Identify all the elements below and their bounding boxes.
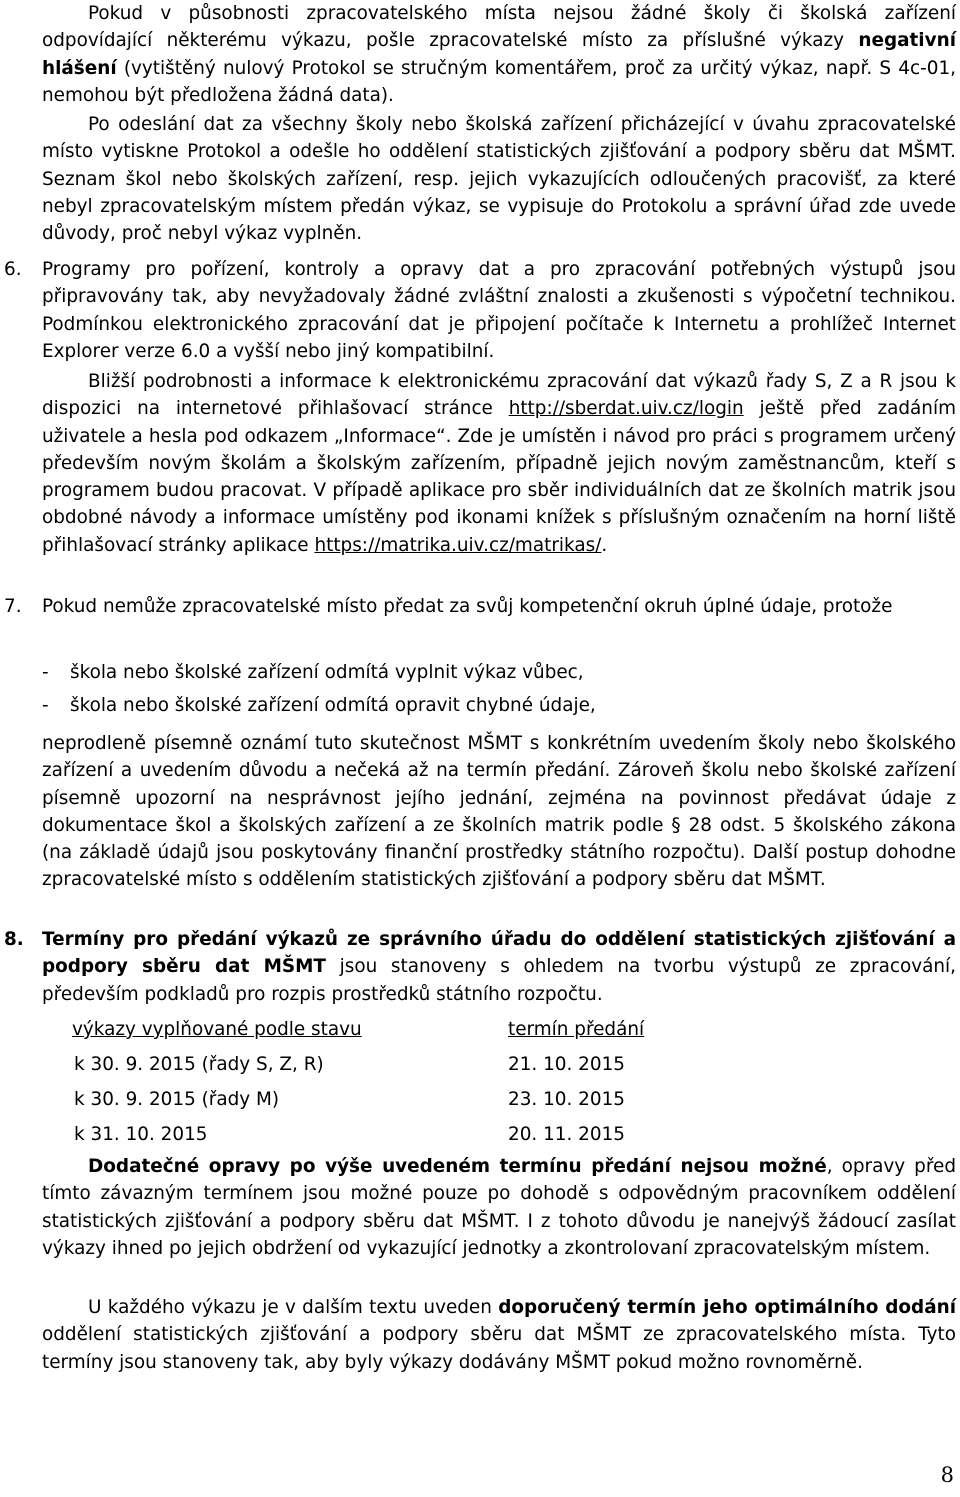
text-span: . [601,534,608,556]
dash-bullet: - [42,662,49,683]
paragraph-details [42,368,956,559]
table-cell-stav: k 30. 9. 2015 (řady M) [74,1089,280,1110]
paragraph-text: Pokud nemůže zpracovatelské místo předat za svůj kompetenční okruh úplné údaje, protože [42,596,893,617]
table-cell-stav: k 30. 9. 2015 (řady S, Z, R) [74,1054,324,1075]
table-header-termin: termín předání [508,1019,645,1040]
paragraph-notify [42,730,956,894]
table-header-stav: výkazy vyplňované podle stavu [72,1019,362,1040]
bold-corrections: Dodatečné opravy po výše uvedeném termínu předání nejsou možné [88,1156,827,1177]
dash-item-text: škola nebo školské zařízení odmítá opravit chybné údaje, [70,695,596,716]
paragraph-corrections [42,1153,956,1262]
paragraph-recommended [42,1294,956,1376]
paragraph-negative-report [42,0,956,109]
text-span: oddělení statistických zjišťování a podpory sběru dat MŠMT ze zpracovatelského místa. Tyto termíny jsou stanoveny tak, aby byly výkazy dodávány MŠMT pokud možno rovnoměrně. [42,1324,956,1373]
text-span: (vytištěný nulový Protokol se stručným komentářem, proč za určitý výkaz, např. S 4c-01, nemohou být předložena žádná data). [42,57,956,106]
bold-recommended-term: doporučený termín jeho optimálního dodání [498,1297,957,1318]
text-span: jsou stanoveny s ohledem na tvorbu výstupů ze zpracování, především podkladů pro rozpis prostředků státního rozpočtu. [42,956,957,1005]
text-span: ještě před zadáním uživatele a hesla pod odkazem „Informace“. Zde je umístěn i návod pro práci s programem určený především novým školám a školským zařízením, případně jejich novým zaměstnancům, kteří s programem budou pracovat. V případě aplikace pro sběr individuálních dat ze školních matrik jsou obdobné návody a informace umístěny pod ikonami knížek s příslušným označením na horní liště přihlašovací stránky aplikace [42,398,956,556]
paragraph-text [42,1153,956,1262]
bold-negative-report: negativní hlášení [42,30,956,79]
list-number: 7. [4,596,22,617]
text-span: , opravy před tímto závazným termínem jsou možné pouze po dohodě s odpovědným pracovníkem oddělení statistických zjišťování a podpory sběru dat MŠMT. I z tohoto důvodu je nanejvýš žádoucí zasílat výkazy ihned po jejich obdržení od vykazující jednotky a zkontrolovaní zpracovatelským místem. [42,1156,956,1259]
table-cell-termin: 20. 11. 2015 [508,1124,625,1145]
table-row [74,1086,774,1113]
link-matrika[interactable]: https://matrika.uiv.cz/matrikas/ [314,534,602,556]
page-number: 8 [940,1463,954,1487]
table-cell-termin: 21. 10. 2015 [508,1054,625,1075]
paragraph-text: Po odeslání dat za všechny školy nebo školská zařízení přicházející v úvahu zpracovatelské místo vytiskne Protokol a odešle ho oddělení statistických zjišťování a podpory sběru dat MŠMT. Seznam škol nebo školských zařízení, resp. jejich vykazujících odloučených pracovišť, za které nebyl zpracovatelským místem předán výkaz, se vypisuje do Protokolu a správní úřad zde uvede důvody, proč nebyl výkaz vyplněn. [42,114,956,245]
paragraph-text: neprodleně písemně oznámí tuto skutečnost MŠMT s konkrétním uvedením školy nebo školského zařízení a uvedením důvodu a nečeká až na termín předání. Zároveň školu nebo školské zařízení písemně upozorní na nesprávnost jejího jednání, zejména na povinnost předávat údaje z dokumentace škol a školských zařízení a ze školních matrik podle § 28 odst. 5 školského zákona (na základě údajů jsou poskytovány finanční prostředky státního rozpočtu). Další postup dohodne zpracovatelské místo s oddělením statistických zjišťování a podpory sběru dat MŠMT. [42,733,956,891]
dash-item-1 [42,659,956,686]
bold-deadlines: Termíny pro předání výkazů ze správního úřadu do oddělení statistických zjišťování a podpory sběru dat MŠMT [42,929,956,978]
text-span: U každého výkazu je v dalším textu uveden [88,1297,499,1318]
list-number: 8. [4,929,24,950]
dash-item-text: škola nebo školské zařízení odmítá vyplnit výkaz vůbec, [70,662,584,683]
table-row [74,1121,774,1148]
table-cell-termin: 23. 10. 2015 [508,1089,625,1110]
table-cell-stav: k 31. 10. 2015 [74,1124,208,1145]
link-sberdat-login[interactable]: http://sberdat.uiv.cz/login [508,398,744,420]
dash-item-2 [42,692,956,719]
text-span: Pokud v působnosti zpracovatelského místa nejsou žádné školy či školská zařízení odpovídající některému výkazu, pošle zpracovatelské místo za příslušné výkazy [42,3,956,52]
paragraph-text [42,1294,956,1376]
paragraph-text [42,368,956,559]
text-span: Bližší podrobnosti a informace k elektronickému zpracování dat výkazů řady S, Z a R jsou k dispozici na internetové přihlašovací stránce [42,371,956,420]
list-number: 6. [4,259,22,280]
paragraph-text [42,0,956,109]
paragraph-text: Programy pro pořízení, kontroly a opravy dat a pro zpracování potřebných výstupů jsou připravovány tak, aby nevyžadovaly žádné zvláštní znalosti a zkušenosti s výpočetní technikou. Podmínkou elektronického zpracování dat je připojení počítače k Internetu a prohlížeč Internet Explorer verze 6.0 a vyšší nebo jiný kompatibilní. [42,259,956,362]
table-row [74,1051,774,1078]
paragraph-protocol [42,111,956,247]
dash-bullet: - [42,695,49,716]
paragraph-text [42,926,956,1008]
table-header [74,1016,774,1043]
